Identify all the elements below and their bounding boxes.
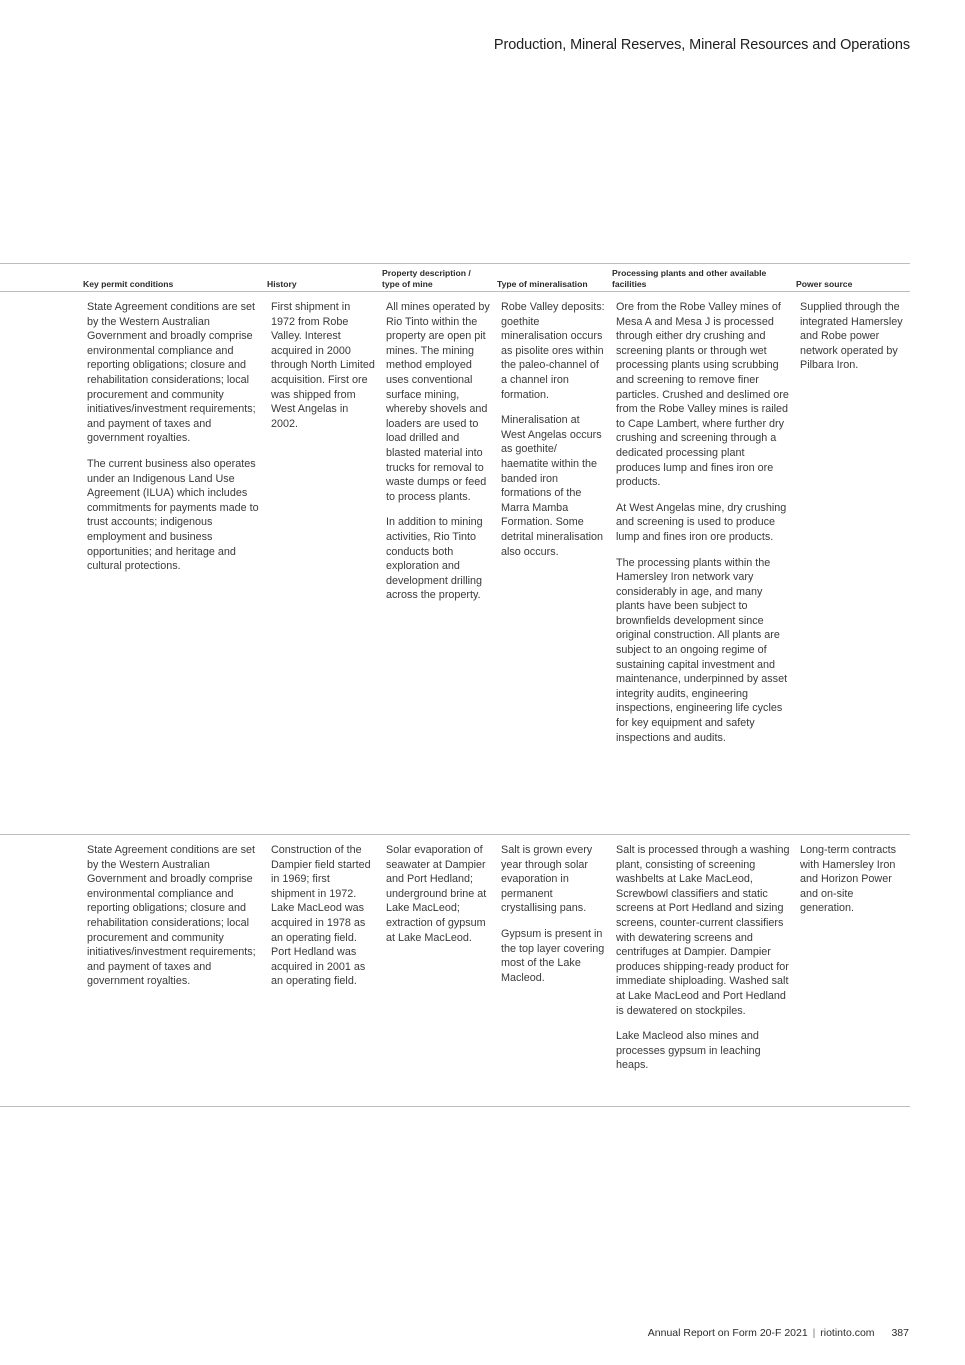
col-header-processing: Processing plants and other available facilities xyxy=(612,268,767,289)
history-para: First shipment in 1972 from Robe Valley. Interest acquired in 2000 through North Limited acquisition. First ore was shipped from West Angelas in 2002. xyxy=(271,301,375,430)
property-para: Solar evaporation of seawater at Dampier and Port Hedland; underground brine at Lake MacLeod; extraction of gypsum at Lake MacLeod. xyxy=(386,844,487,944)
property-cell xyxy=(386,300,490,603)
col-header-property: Property description / type of mine xyxy=(382,268,471,289)
page-title: Production, Mineral Reserves, Mineral Resources and Operations xyxy=(493,37,910,53)
key-permit-para: State Agreement conditions are set by the Western Australian Government and broadly comprise environmental compliance and reporting obligations; closure and rehabilitation considerations; local procurement and community initiatives/investment requirements; and payment of taxes and government royalties. xyxy=(87,301,256,445)
footer-site-link[interactable]: riotinto.com xyxy=(820,1327,875,1339)
col-header-power: Power source xyxy=(796,278,853,289)
processing-para: The processing plants within the Hamersley Iron network vary considerably in age, and many plants have been subject to brownfields development since original construction. All plants are subject to an ongoing regime of sustaining capital investment and maintenance, underpinned by asset integrity audits, engineering inspections, engineering life cycles for key equipment and safety inspections and audits. xyxy=(616,556,788,744)
key-permit-cell xyxy=(87,843,261,989)
property-cell xyxy=(386,843,490,945)
table-bottom-rule xyxy=(0,1106,910,1107)
page-number: 387 xyxy=(891,1327,909,1339)
table-row xyxy=(0,292,910,834)
mineralisation-para: Robe Valley deposits: goethite mineralisation occurs as pisolite ores within the paleo-channel of a channel iron formation. xyxy=(501,301,605,401)
footer-report-title: Annual Report on Form 20-F 2021 xyxy=(647,1327,808,1339)
power-cell xyxy=(800,300,904,373)
history-cell xyxy=(271,843,375,989)
footer-separator: | xyxy=(812,1327,816,1339)
key-permit-cell xyxy=(87,300,261,574)
table-header-row xyxy=(0,263,910,291)
history-para: Construction of the Dampier field started in 1969; first shipment in 1972. Lake MacLeod was acquired in 1978 as an operating field. Port Hedland was acquired in 2001 as an operating field. xyxy=(271,844,371,988)
processing-para: Ore from the Robe Valley mines of Mesa A and Mesa J is processed through either dry crushing and screening plants or through wet processing plants using scrubbing and screening to remove finer particles. Crushed and deslimed ore from the Robe Valley mines is railed to Cape Lambert, where further dry crushing and screening through a dedicated processing plant produces lump and fines iron ore products. xyxy=(616,301,789,489)
property-para: In addition to mining activities, Rio Tinto conducts both exploration and development drilling across the property. xyxy=(386,516,483,602)
power-para: Supplied through the integrated Hamersley and Robe power network operated by Pilbara Iron. xyxy=(800,301,903,372)
power-cell xyxy=(800,843,904,916)
col-header-history: History xyxy=(267,278,297,289)
key-permit-para: State Agreement conditions are set by the Western Australian Government and broadly comprise environmental compliance and reporting obligations; closure and rehabilitation considerations; local procurement and community initiatives/investment requirements; and payment of taxes and government royalties. xyxy=(87,844,256,988)
processing-cell xyxy=(616,843,790,1073)
mineralisation-para: Mineralisation at West Angelas occurs as goethite/ haematite within the banded iron formations of the Marra Mamba Formation. Some detrital mineralisation also occurs. xyxy=(501,414,604,558)
mineralisation-cell xyxy=(501,843,605,985)
mineralisation-para: Salt is grown every year through solar evaporation in permanent crystallising pans. xyxy=(501,844,593,915)
key-permit-para: The current business also operates under an Indigenous Land Use Agreement (ILUA) which includes commitments for payments made to trust accounts; indigenous employment and business opportunities; and heritage and cultural protections. xyxy=(87,457,259,573)
processing-para: Lake Macleod also mines and processes gypsum in leaching heaps. xyxy=(616,1030,761,1072)
col-header-mineralisation: Type of mineralisation xyxy=(497,278,588,289)
processing-para: Salt is processed through a washing plant, consisting of screening washbelts at Lake MacLeod, Screwbowl classifiers and static screens at Port Hedland and sizing screens, counter-current classifiers with dewatering screens and centrifuges at Dampier. Dampier produces shipping-ready product for immediate shiploading. Washed salt at Lake MacLeod and Port Hedland is dewatered on stockpiles. xyxy=(616,844,790,1017)
mineralisation-para: Gypsum is present in the top layer covering most of the Lake Macleod. xyxy=(501,927,605,984)
processing-para: At West Angelas mine, dry crushing and screening is used to produce lump and fines iron ore products. xyxy=(616,501,787,543)
mineralisation-cell xyxy=(501,300,605,559)
col-header-key-permit: Key permit conditions xyxy=(83,278,174,289)
operations-table xyxy=(0,263,910,1107)
page-footer xyxy=(648,1327,909,1339)
processing-cell xyxy=(616,300,790,745)
table-row xyxy=(0,835,910,1106)
property-para: All mines operated by Rio Tinto within the property are open pit mines. The mining method employed uses conventional surface mining, whereby shovels and loaders are used to load drilled and blasted material into trucks for removal to waste dumps or feed to process plants. xyxy=(386,301,490,503)
history-cell xyxy=(271,300,375,431)
power-para: Long-term contracts with Hamersley Iron and Horizon Power and on-site generation. xyxy=(800,844,897,915)
